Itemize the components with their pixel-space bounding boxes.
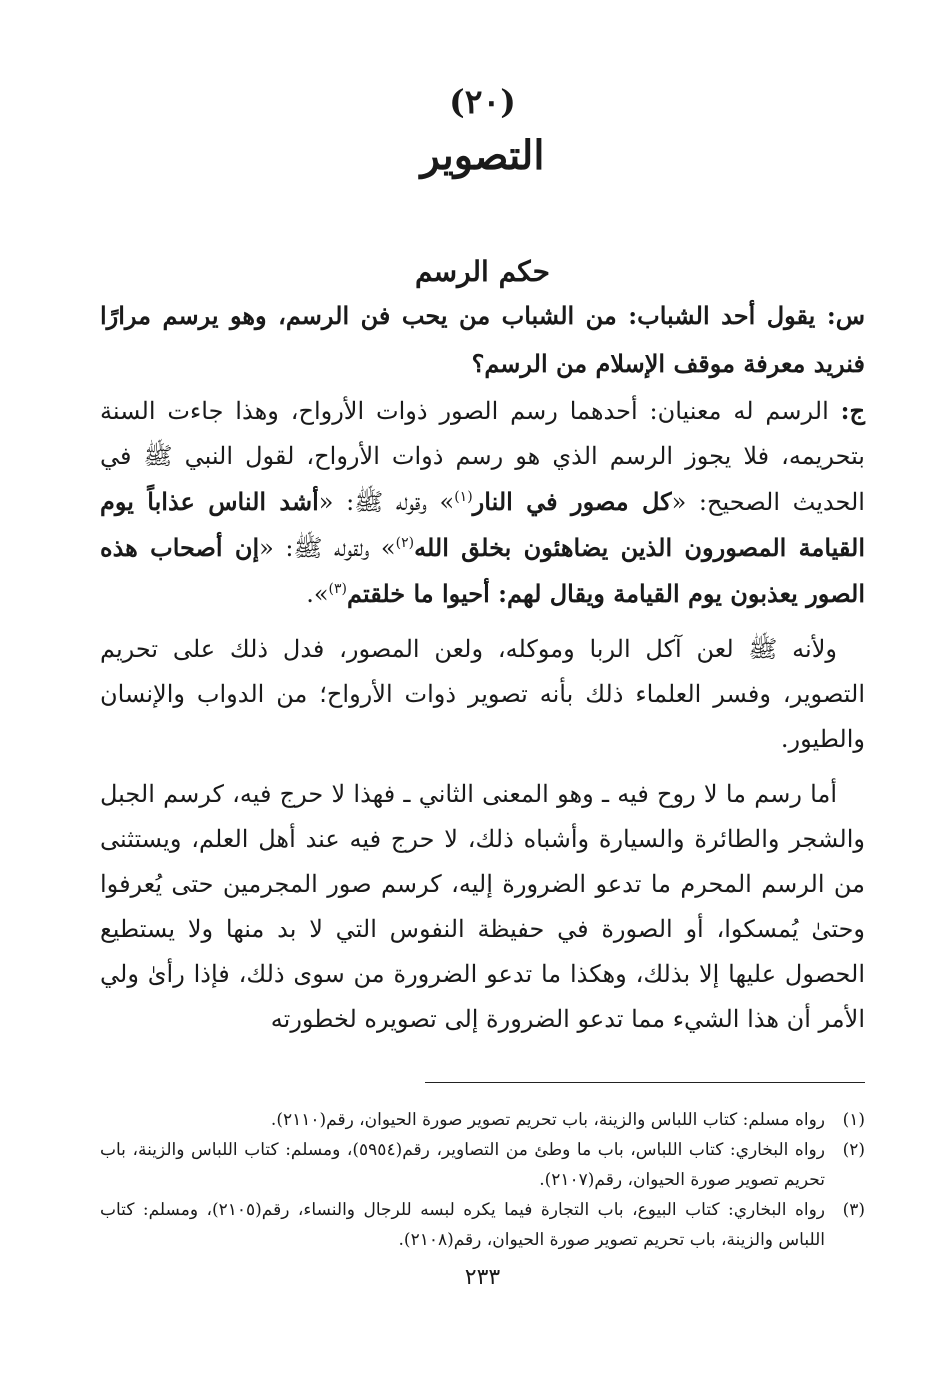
footnote-divider: [425, 1082, 865, 1083]
footnote-item: [100, 1105, 865, 1135]
answer-mid-1: » وقوله ﷺ: «: [318, 488, 455, 516]
hadith-1: كل مصور في النار: [472, 487, 672, 516]
chapter-title: التصوير: [420, 132, 545, 179]
hadith-2: أشد الناس عذاباً يوم القيامة المصورون الذين يضاهئون بخلق الله: [100, 487, 865, 562]
document-page: [100, 70, 865, 1360]
footnotes: [100, 1105, 865, 1255]
footnote-ref-2: (٢): [395, 535, 415, 551]
footnote-item: [100, 1195, 865, 1255]
answer-end: ».: [306, 580, 329, 608]
answer-mid-2: » ولقوله ﷺ: «: [259, 534, 396, 562]
footnote-number: (١): [842, 1110, 865, 1130]
answer-intro: الرسم له معنيان: أحدهما رسم الصور ذوات الأرواح، وهذا جاءت السنة بتحريمه، فلا يجوز الرسم الذي هو رسم ذوات الأرواح، لقول النبي ﷺ في الحديث الصحيح: «: [100, 397, 865, 516]
footnote-ref-1: (١): [454, 489, 473, 505]
page-number: ٢٣٣: [464, 1265, 501, 1290]
footnote-text: رواه البخاري: كتاب البيوع، باب التجارة فيما يكره لبسه للرجال والنساء، رقم(٢١٠٥)، ومسلم: كتاب اللباس والزينة، باب تحريم تصوير صورة الحيوان، رقم(٢١٠٨).: [100, 1200, 825, 1250]
footnote-text: رواه مسلم: كتاب اللباس والزينة، باب تحريم تصوير صورة الحيوان، رقم(٢١١٠).: [270, 1110, 825, 1130]
section-title: حكم الرسم: [414, 255, 550, 288]
footnote-number: (٣): [842, 1200, 865, 1220]
footnote-ref-3: (٣): [328, 581, 347, 597]
footnote-item: [100, 1135, 865, 1195]
hadith-3: إن أصحاب هذه الصور يعذبون يوم القيامة ويقال لهم: أحيوا ما خلقتم: [100, 533, 865, 608]
answer-label: ج:: [840, 396, 865, 425]
footnote-number: (٢): [842, 1140, 865, 1160]
answer-paragraph: [100, 388, 865, 617]
footnote-text: رواه البخاري: كتاب اللباس، باب ما وطئ من التصاوير، رقم(٥٩٥٤)، ومسلم: كتاب اللباس والزينة، باب تحريم تصوير صورة الحيوان، رقم(٢١٠٧).: [100, 1140, 825, 1190]
question-text: يقول أحد الشباب: من الشباب من يحب فن الرسم، وهو يرسم مرارًا فنريد معرفة موقف الإسلام من الرسم؟: [100, 301, 865, 378]
paragraph-3: أما رسم ما لا روح فيه ـ وهو المعنى الثاني ـ فهذا لا حرج فيه، كرسم الجبل والشجر والطائرة والسيارة وأشباه ذلك، لا حرج فيه عند أهل العلم، ويستثنى من الرسم المحرم ما تدعو الضرورة إليه، كرسم صور المجرمين حتى يُعرفوا وحتىٰ يُمسكوا، أو الصورة في حفيظة النفوس التي لا بد منها ولا يستطيع الحصول عليها إلا بذلك، وهكذا ما تدعو الضرورة من سوى ذلك، فإذا رأىٰ ولي الأمر أن هذا الشيء مما تدعو الضرورة إلى تصويره لخطورته: [100, 780, 866, 1033]
question-paragraph: [100, 292, 865, 388]
chapter-number: (٢٠): [449, 82, 516, 121]
question-label: س:: [826, 301, 866, 330]
paragraph-2: ولأنه ﷺ لعن آكل الربا وموكله، ولعن المصور، فدل ذلك على تحريم التصوير، وفسر العلماء ذلك بأنه تصوير ذوات الأرواح؛ من الدواب والإنسان والطيور.: [100, 635, 865, 753]
